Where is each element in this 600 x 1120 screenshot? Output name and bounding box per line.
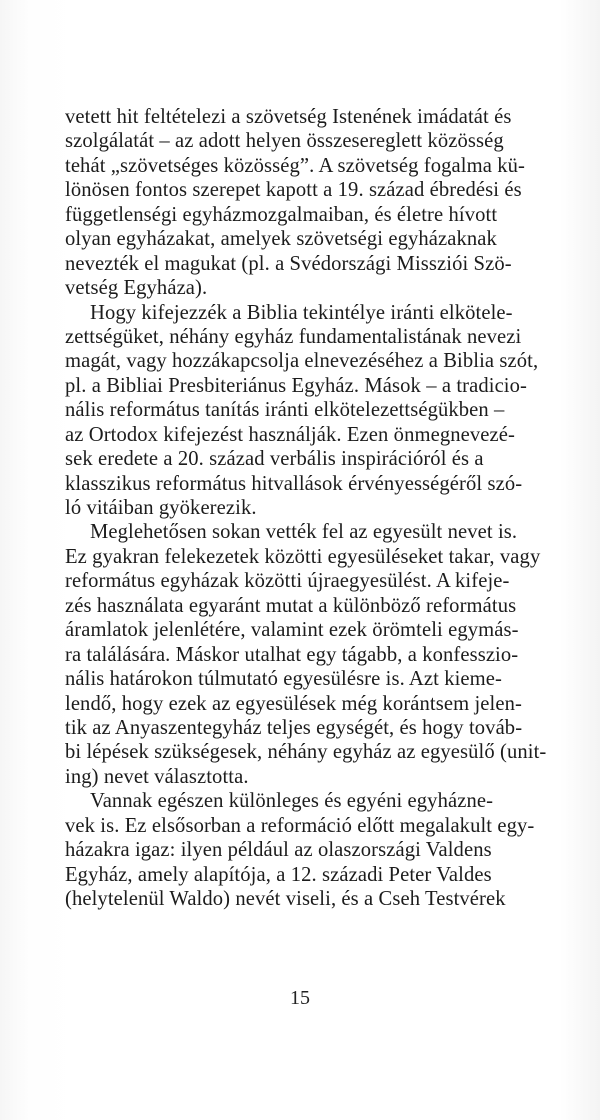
text-line: református egyházak közötti újraegyesülést. A kifeje- xyxy=(65,570,510,593)
text-line: házakra igaz: ilyen például az olaszországi Valdens xyxy=(65,839,492,862)
text-line: az Ortodox kifejezést használják. Ezen önmegnevezé- xyxy=(65,423,515,446)
body-text xyxy=(65,105,595,911)
text-line: tehát „szövetséges közösség”. A szövetség fogalma kü- xyxy=(65,154,525,177)
text-line: tik az Anyaszentegyház teljes egységét, és hogy továb- xyxy=(65,716,523,739)
text-line: lönösen fontos szerepet kapott a 19. század ébredési és xyxy=(65,179,522,202)
text-line: ra találására. Máskor utalhat egy tágabb, a konfesszio- xyxy=(65,643,519,666)
text-line: olyan egyházakat, amelyek szövetségi egyházaknak xyxy=(65,228,497,251)
text-line: áramlatok jelenlétére, valamint ezek örömteli egymás- xyxy=(65,619,519,642)
text-line: ló vitáiban gyökerezik. xyxy=(65,497,257,519)
text-line: (helytelenül Waldo) nevét viseli, és a Cseh Testvérek xyxy=(65,888,506,910)
text-line: Ez gyakran felekezetek közötti egyesüléseket takar, vagy xyxy=(65,545,541,568)
text-line: függetlenségi egyházmozgalmaiban, és életre hívott xyxy=(65,203,498,226)
text-line: vek is. Ez elsősorban a reformáció előtt megalakult egy- xyxy=(65,814,535,837)
text-line: vetség Egyháza). xyxy=(65,277,208,300)
text-line: nális református tanítás iránti elkötelezettségükben – xyxy=(65,399,505,422)
text-line: klasszikus református hitvallások érvényességéről szó- xyxy=(65,472,523,495)
text-line: magát, vagy hozzákapcsolja elnevezéséhez a Biblia szót, xyxy=(65,350,539,373)
text-line: sek eredete a 20. század verbális inspirációról és a xyxy=(65,448,484,471)
text-line: ing) nevet választotta. xyxy=(65,765,249,788)
text-line: Hogy kifejezzék a Biblia tekintélye iránti elkötele- xyxy=(90,301,513,324)
text-line: Egyház, amely alapítója, a 12. századi Peter Valdes xyxy=(65,863,492,886)
text-line: Vannak egészen különleges és egyéni egyházne- xyxy=(90,790,494,813)
text-line: zés használata egyaránt mutat a különböző református xyxy=(65,594,517,617)
text-line: lendő, hogy ezek az egyesülések még korántsem jelen- xyxy=(65,692,522,715)
text-line: nális határokon túlmutató egyesülésre is. Azt kieme- xyxy=(65,668,502,691)
text-line: szolgálatát – az adott helyen összesereglett közösség xyxy=(65,130,504,153)
text-line: Meglehetősen sokan vették fel az egyesült nevet is. xyxy=(90,521,518,544)
text-line: zettségüket, néhány egyház fundamentalistának nevezi xyxy=(65,325,522,348)
text-line: pl. a Bibliai Presbiteriánus Egyház. Mások – a tradicio- xyxy=(65,374,527,397)
text-line: nevezték el magukat (pl. a Svédországi Missziói Szö- xyxy=(65,252,512,275)
text-line: vetett hit feltételezi a szövetség Istenének imádatát és xyxy=(65,106,512,128)
text-line: bi lépések szükségesek, néhány egyház az egyesülő (unit- xyxy=(65,741,547,764)
page-number: 15 xyxy=(290,987,310,1009)
